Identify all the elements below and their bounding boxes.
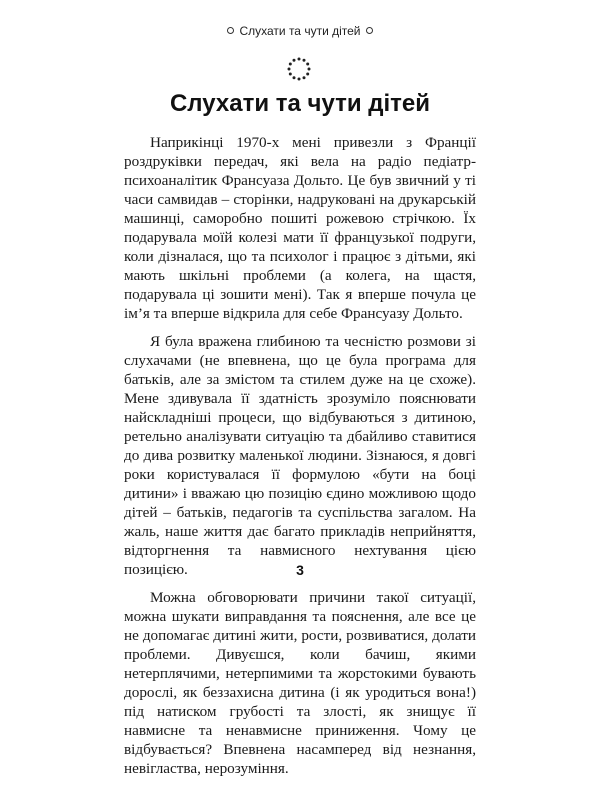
paragraph: Можна обговорювати причини такої ситуації, можна шукати виправдання та пояснення, але все це не допомагає дитині жити, рости, розвиватися, долати проблеми. Дивуєшся, коли бачиш, якими нетерплячими, нетерпимими та жорстокими бувають дорослі, як беззахисна дитина (і як уродиться вона!) під натиском грубості та злості, як знищує її навмисне та ненавмисне приниження. Чому це відбувається? Впевнена насамперед від незнання, невігластва, нерозуміння. (124, 589, 476, 777)
ring-ornament-icon (227, 27, 234, 34)
ring-ornament-icon (366, 27, 373, 34)
chapter-title: Слухати та чути дітей (169, 90, 431, 117)
paragraph: Я була вражена глибиною та чесністю розмови зі слухачами (не впевнена, що це була програма для батьків, але за змістом та стилем дуже на це схоже). Мене здивувала її здатність зрозуміло пояснювати найскладніші процеси, що відбуваються з дитиною, ретельно аналізувати ситуацію та дбайливо ставитися до дива розвитку маленької людини. Зізнаюся, я довгі роки користувалася її формулою «бути на боці дитини» і вважаю цю позицію єдино можливою щодо дітей – батьків, педагогів та суспільства загалом. На жаль, наше життя дає багато прикладів неприйняття, відторгнення та навмисного нехтування цією позицією. (124, 333, 476, 578)
running-header (0, 24, 600, 38)
dotted-circle-ornament-icon (287, 57, 311, 81)
body-text (124, 133, 476, 787)
page-number: 3 (296, 562, 304, 578)
running-header-title: Слухати та чути дітей (239, 24, 361, 38)
paragraph: Наприкінці 1970-х мені привезли з Франції роздруківки передач, які вела на радіо педіатр-психоаналітик Франсуаза Дольто. Це був звичний у ті часи самвидав – сторінки, надруковані на друкарській машинці, саморобно пошиті рожевою стрічкою. Їх подарувала моїй колезі мати її французької подруги, коли дізналася, що та психолог і працює з дітьми, які мають шкільні проблеми (а колега, на щастя, подарувала ці зошити мені). Так я вперше почула це ім’я та вперше відкрила для себе Франсуазу Дольто. (124, 134, 476, 322)
